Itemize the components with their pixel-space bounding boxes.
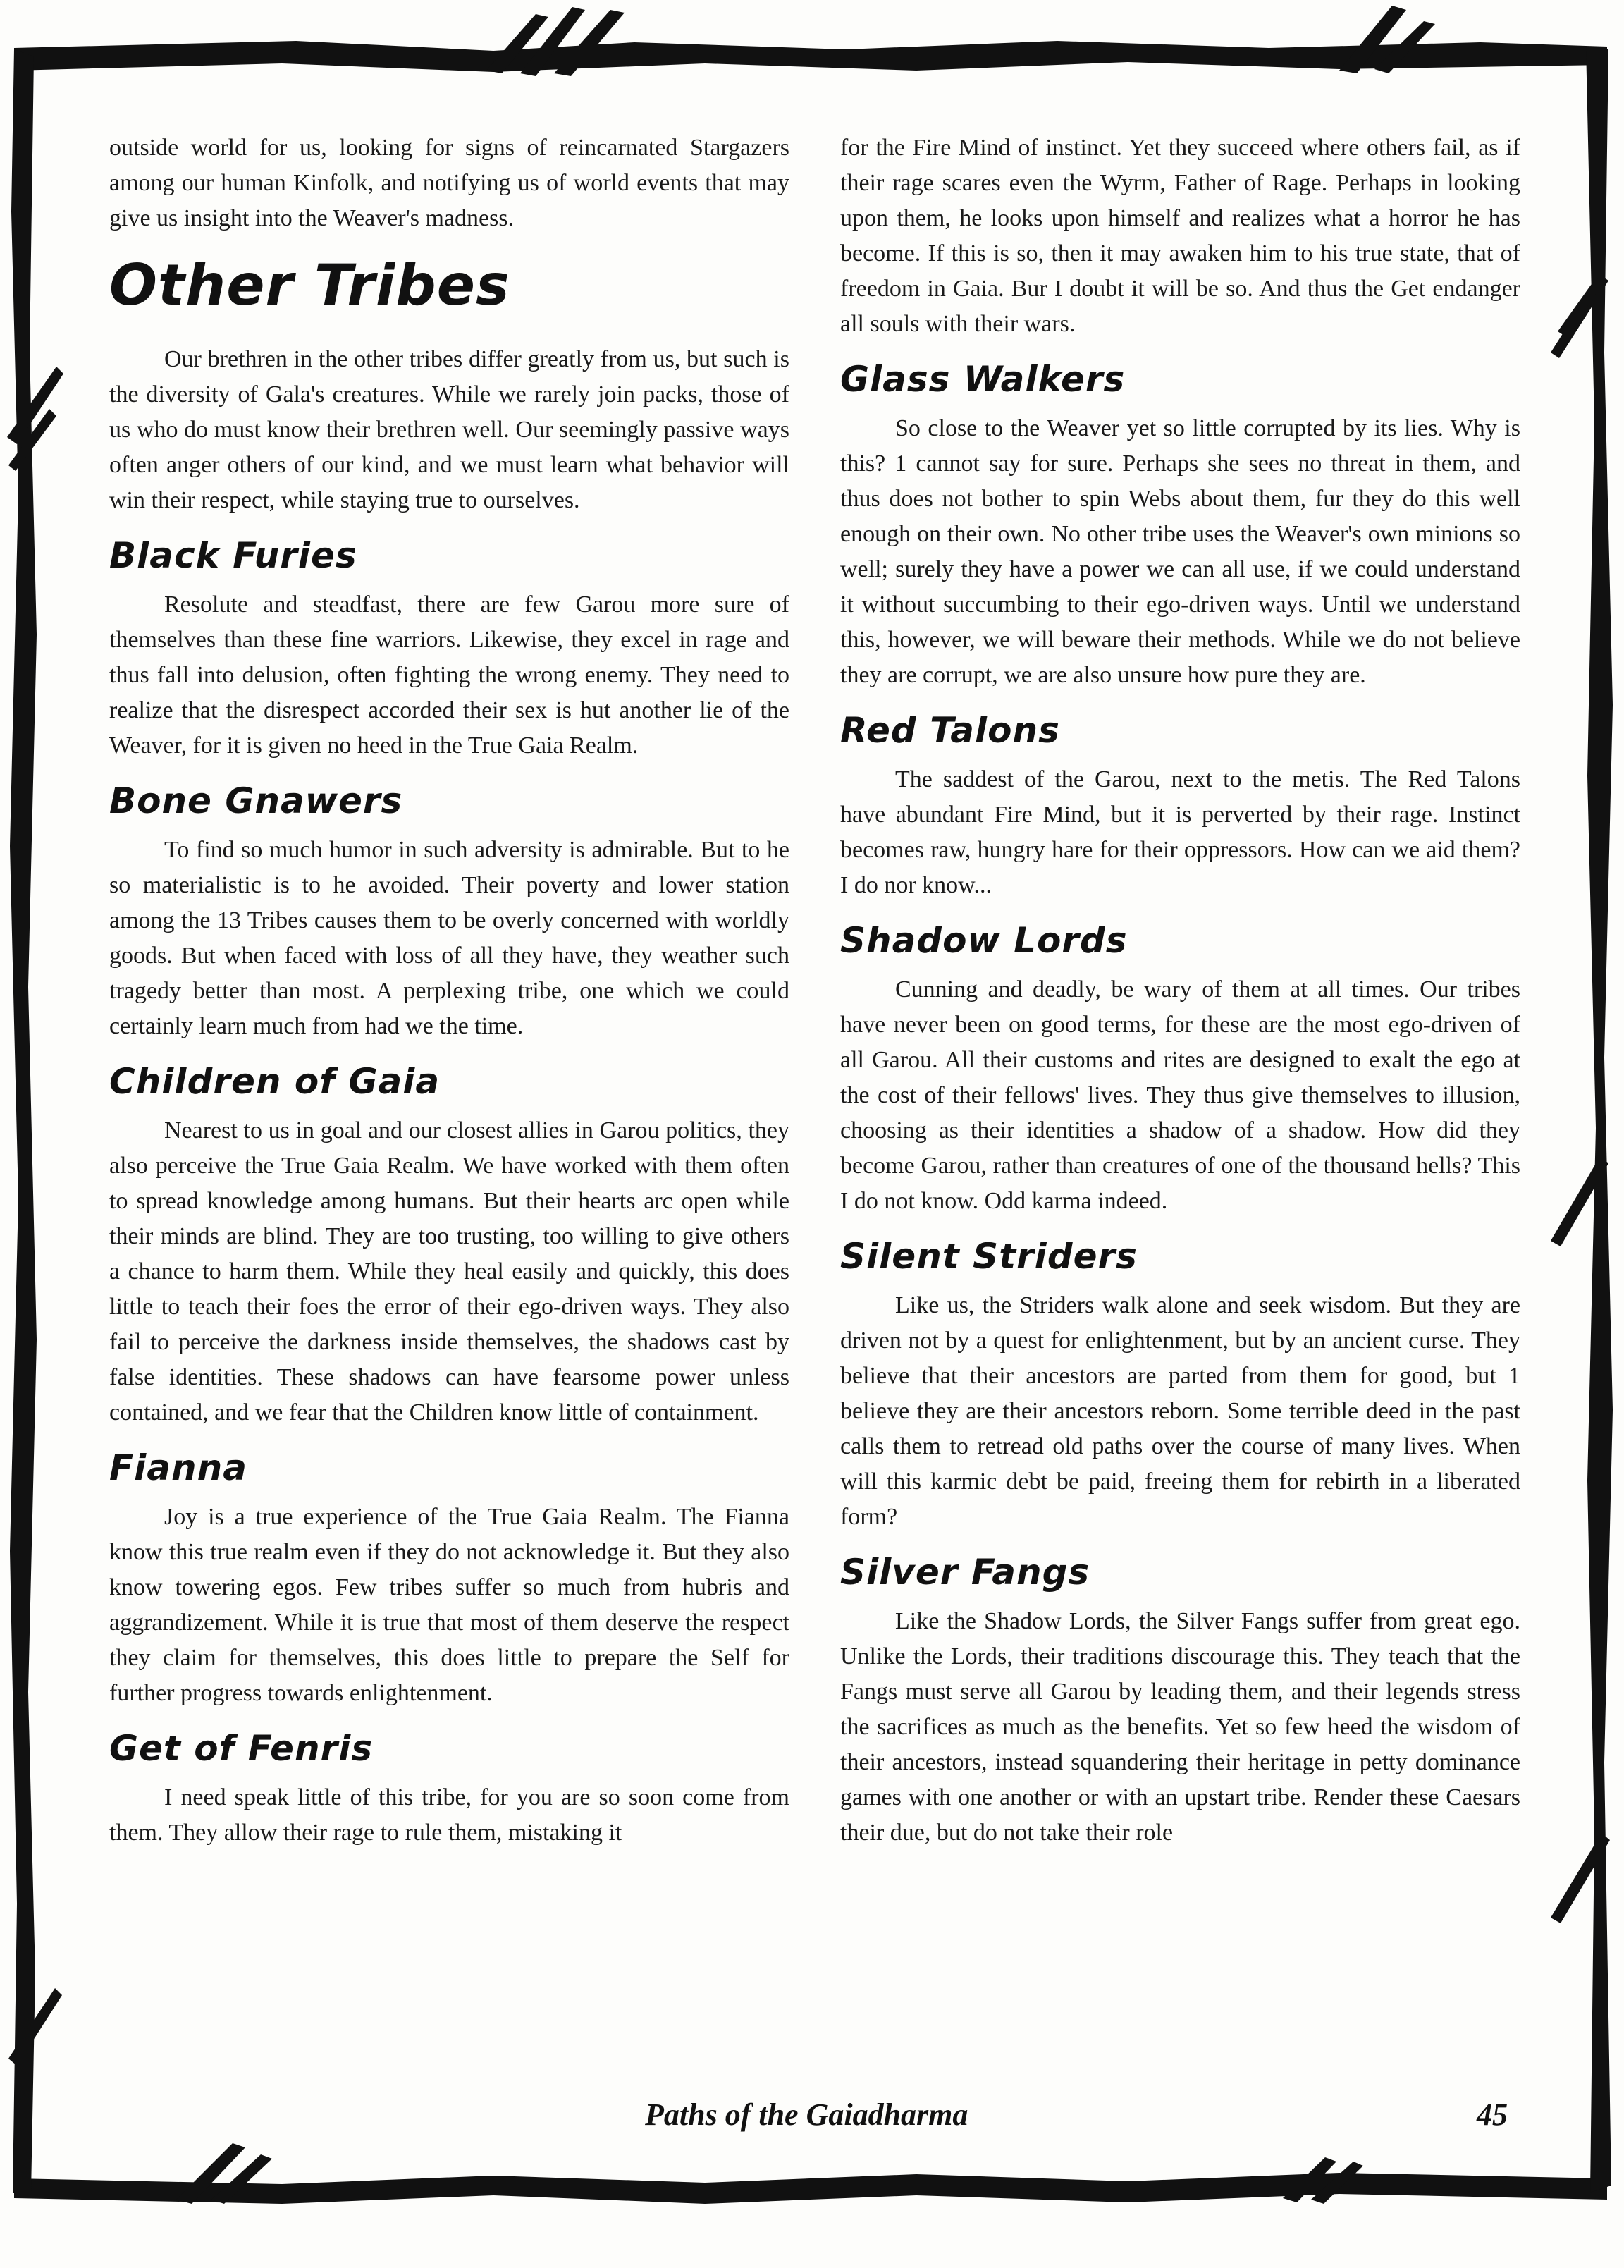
heading-black-furies: Black Furies — [109, 535, 357, 576]
intro-paragraph: outside world for us, looking for signs of reincarnated Stargazers among our human Kinfolk, and notifying us of world events that may give us insight into the Weaver's madness. — [109, 135, 789, 231]
heading-shadow-lords: Shadow Lords — [840, 920, 1128, 961]
paragraph-get-of-fenris: I need speak little of this tribe, for you are so soon come from them. They allow their rage to rule them, mistaking it — [109, 1784, 789, 1846]
paragraph-red-talons: The saddest of the Garou, next to the metis. The Red Talons have abundant Fire Mind, but it is perverted by their rage. Instinct becomes raw, hungry hare for their oppressors. How can we aid them? I do nor know... — [840, 766, 1520, 898]
heading-children-of-gaia: Children of Gaia — [109, 1061, 441, 1102]
section-heading: Other Tribes — [109, 252, 510, 318]
paragraph-silver-fangs: Like the Shadow Lords, the Silver Fangs suffer from great ego. Unlike the Lords, their traditions discourage this. They teach that the Fangs must serve all Garou by leading them, and their legends stress the sacrifices as much as the benefits. Yet so few heed the wisdom of their ancestors, instead squandering their heritage in petty dominance games with one another or with an upstart tribe. Render these Caesars their due, but do not take their role — [840, 1608, 1520, 1846]
left-column — [109, 130, 789, 1851]
footer-book-title: Paths of the Gaiadharma — [645, 2097, 968, 2132]
heading-red-talons: Red Talons — [840, 710, 1060, 751]
paragraph-bone-gnawers: To find so much humor in such adversity is admirable. But to he so materialistic is to he avoided. Their poverty and lower station among the 13 Tribes causes them to be overly concerned with worldly goods. But when faced with loss of all they have, they weather such tragedy better than most. A perplexing tribe, one which we could certainly learn much from had we the time. — [109, 837, 789, 1039]
heading-bone-gnawers: Bone Gnawers — [109, 780, 403, 821]
right-column — [840, 130, 1520, 1851]
paragraph-silent-striders: Like us, the Striders walk alone and seek wisdom. But they are driven not by a quest for enlightenment, but by an ancient curse. They believe that their ancestors are parted from them for good, but 1 believe they are their ancestors reborn. Some terrible deed in the past calls them to retread old paths over the course of many lives. When will this karmic debt be paid, freeing them for rebirth in a liberated form? — [840, 1292, 1520, 1530]
heading-get-of-fenris: Get of Fenris — [109, 1728, 374, 1769]
heading-silver-fangs: Silver Fangs — [840, 1552, 1090, 1593]
paragraph-black-furies: Resolute and steadfast, there are few Garou more sure of themselves than these fine warriors. Likewise, they excel in rage and thus fall into delusion, often fighting the wrong enemy. They need to realize that the disrespect accorded their sex is hut another lie of the Weaver, for it is given no heed in the True Gaia Realm. — [109, 591, 789, 759]
heading-silent-striders: Silent Striders — [840, 1236, 1138, 1277]
paragraph-fianna: Joy is a true experience of the True Gaia Realm. The Fianna know this true realm even if they do not acknowledge it. But they also know towering egos. Few tribes suffer so much from hubris and aggrandizement. While it is true that most of them deserve the respect they claim for themselves, this does little to prepare the Self for further progress towards enlightenment. — [109, 1504, 789, 1706]
section-intro-paragraph: Our brethren in the other tribes differ greatly from us, but such is the diversity of Gala's creatures. While we rarely join packs, those of us who do must know their brethren well. Our seemingly passive ways often anger others of our kind, and we must learn what behavior will win their respect, while staying true to ourselves. — [109, 346, 789, 513]
paragraph-glass-walkers: So close to the Weaver yet so little corrupted by its lies. Why is this? 1 cannot say for sure. Perhaps she sees no threat in them, and thus does not bother to spin Webs about them, fur they do this well enough on their own. No other tribe uses the Weaver's own minions so well; surely they have a power we can all use, if we could understand it without succumbing to their ego-driven ways. Until we understand this, however, we will beware their methods. While we do not believe they are corrupt, we are also unsure how pure they are. — [840, 415, 1520, 688]
continuation-paragraph: for the Fire Mind of instinct. Yet they succeed where others fail, as if their rage scares even the Wyrm, Father of Rage. Perhaps in looking upon them, he looks upon himself and realizes what a horror he has become. If this is so, then it may awaken him to his true state, that of freedom in Gaia. Bur I doubt it will be so. And thus the Get endanger all souls with their wars. — [840, 135, 1520, 337]
heading-fianna: Fianna — [109, 1447, 247, 1488]
paragraph-shadow-lords: Cunning and deadly, be wary of them at all times. Our tribes have never been on good terms, for these are the most ego-driven of all Garou. All their customs and rites are designed to exalt the ego at the cost of their fellows' lives. They thus give themselves to illusion, choosing as their identities a shadow of a shadow. How did they become Garou, rather than creatures of one of the thousand hells? This I do not know. Odd karma indeed. — [840, 976, 1520, 1214]
paragraph-children-of-gaia: Nearest to us in goal and our closest allies in Garou politics, they also perceive the True Gaia Realm. We have worked with them often to spread knowledge among humans. But their hearts arc open while their minds are blind. They are too trusting, too willing to give others a chance to harm them. While they heal easily and quickly, this does little to teach their foes the error of their ego-driven ways. They also fail to perceive the darkness inside themselves, the shadows cast by false identities. These shadows can have fearsome power unless contained, and we fear that the Children know little of containment. — [109, 1117, 789, 1426]
heading-glass-walkers: Glass Walkers — [840, 359, 1126, 400]
page-number: 45 — [1477, 2097, 1508, 2132]
